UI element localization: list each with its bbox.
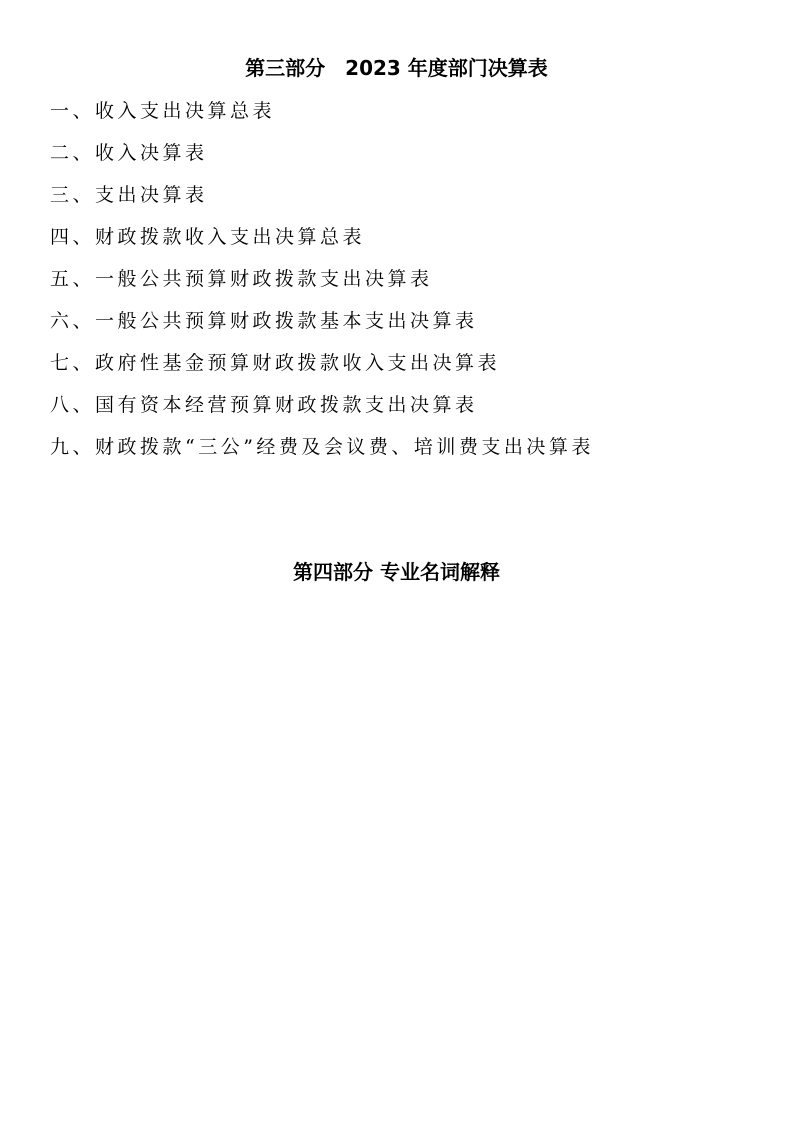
- table-list-item-5: 五、一般公共预算财政拨款支出决算表: [50, 268, 433, 290]
- section-3-title: 第三部分 2023 年度部门决算表: [245, 56, 548, 80]
- table-list-item-7: 七、政府性基金预算财政拨款收入支出决算表: [50, 352, 501, 374]
- table-list-item-1: 一、收入支出决算总表: [50, 100, 276, 122]
- table-list-item-2: 二、收入决算表: [50, 142, 208, 164]
- table-list-item-3: 三、支出决算表: [50, 184, 208, 206]
- table-list-item-6: 六、一般公共预算财政拨款基本支出决算表: [50, 310, 478, 332]
- table-list-item-9: 九、财政拨款“三公”经费及会议费、培训费支出决算表: [50, 436, 594, 458]
- section-4-title: 第四部分 专业名词解释: [293, 560, 500, 584]
- table-list-item-8: 八、国有资本经营预算财政拨款支出决算表: [50, 394, 478, 416]
- table-list-item-4: 四、财政拨款收入支出决算总表: [50, 226, 366, 248]
- section-3-table-list: [50, 97, 594, 475]
